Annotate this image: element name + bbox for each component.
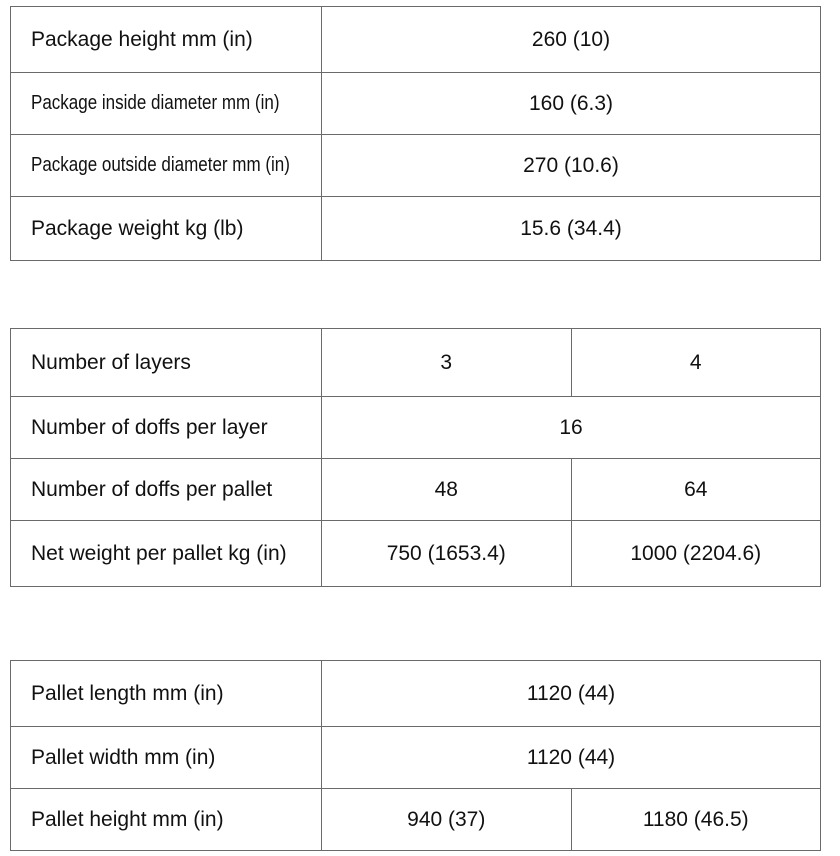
- row-value: 4: [571, 329, 821, 397]
- row-value: 260 (10): [322, 7, 821, 73]
- row-label: Pallet length mm (in): [11, 661, 322, 727]
- table-row: [11, 661, 821, 727]
- row-label: Package inside diameter mm (in): [31, 92, 280, 114]
- row-label-cell: [11, 135, 322, 197]
- table-row: [11, 197, 821, 261]
- table-row: [11, 789, 821, 851]
- row-label-cell: [11, 73, 322, 135]
- table-row: [11, 459, 821, 521]
- row-value: 48: [322, 459, 572, 521]
- table-row: [11, 7, 821, 73]
- row-value: 160 (6.3): [322, 73, 821, 135]
- row-value: 3: [322, 329, 572, 397]
- row-value: 750 (1653.4): [322, 521, 572, 587]
- table-row: [11, 727, 821, 789]
- row-value: 16: [322, 397, 821, 459]
- row-label: Package height mm (in): [11, 7, 322, 73]
- row-value: 940 (37): [322, 789, 572, 851]
- row-value: 270 (10.6): [322, 135, 821, 197]
- row-label: Package weight kg (lb): [11, 197, 322, 261]
- table-row: [11, 521, 821, 587]
- row-label: Pallet height mm (in): [11, 789, 322, 851]
- row-value: 15.6 (34.4): [322, 197, 821, 261]
- row-label: Number of layers: [11, 329, 322, 397]
- row-value: 1120 (44): [322, 661, 821, 727]
- row-label: Net weight per pallet kg (in): [11, 521, 322, 587]
- pallet-dimensions-table: [10, 660, 821, 851]
- row-value: 1120 (44): [322, 727, 821, 789]
- row-value: 1180 (46.5): [571, 789, 821, 851]
- row-value: 1000 (2204.6): [571, 521, 821, 587]
- table-row: [11, 135, 821, 197]
- table-row: [11, 329, 821, 397]
- row-label: Pallet width mm (in): [11, 727, 322, 789]
- table-row: [11, 73, 821, 135]
- pallet-load-table: [10, 328, 821, 587]
- row-value: 64: [571, 459, 821, 521]
- package-dimensions-table: [10, 6, 821, 261]
- table-row: [11, 397, 821, 459]
- row-label: Number of doffs per layer: [11, 397, 322, 459]
- row-label: Package outside diameter mm (in): [31, 154, 290, 176]
- row-label: Number of doffs per pallet: [11, 459, 322, 521]
